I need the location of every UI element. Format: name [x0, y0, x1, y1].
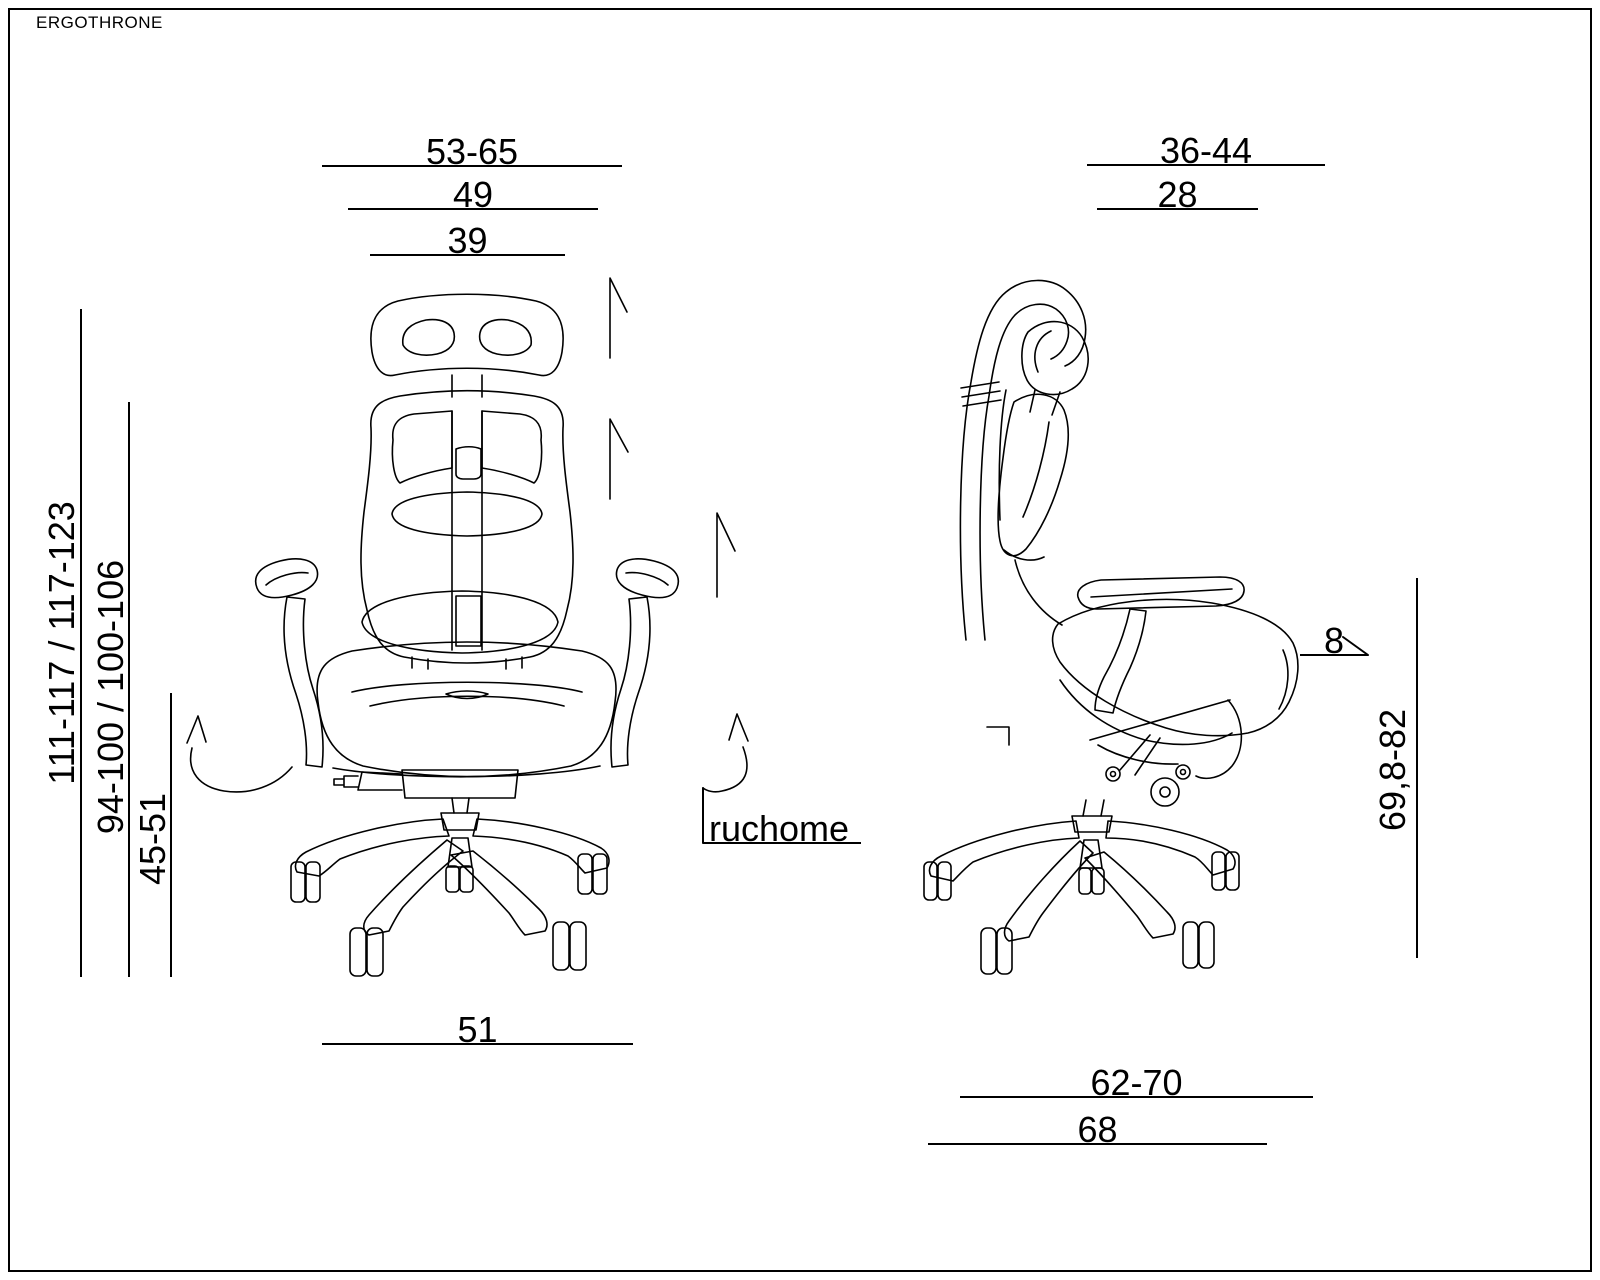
side-back-frame: [960, 280, 1085, 745]
side-chair-drawing: [924, 280, 1298, 974]
side-dim-seat-edge: 8: [1300, 610, 1368, 656]
side-headrest: [1022, 322, 1088, 415]
front-armrest-right: [611, 559, 678, 767]
front-dim-left-outer: 111-117 / 117-123: [41, 501, 82, 785]
front-base: [291, 819, 609, 976]
side-base: [924, 821, 1239, 974]
front-dim-top-outer: 53-65: [322, 121, 622, 167]
rotation-arrow-left-icon: [187, 716, 292, 792]
front-headrest: [371, 294, 563, 397]
front-dim-top-inner: 39: [370, 210, 565, 256]
front-dim-left-middle: 94-100 / 100-106: [90, 559, 131, 835]
note-ruchome: ruchome: [703, 798, 861, 844]
flag-icon: [610, 278, 627, 358]
adjustment-flag-icons: [610, 278, 735, 597]
rotation-arrow-right-icon: [703, 714, 748, 792]
front-backrest: [361, 391, 573, 669]
side-armrest: [1078, 577, 1244, 713]
side-backrest-cushion: [998, 394, 1068, 625]
side-dim-bottom-inner: 68: [928, 1099, 1267, 1145]
flag-icon: [717, 513, 735, 597]
front-dim-bottom: 51: [322, 999, 633, 1045]
side-dim-height: 69,8-82: [1372, 708, 1413, 832]
front-dim-top-middle: 49: [348, 164, 598, 210]
side-dim-height-line: [1416, 578, 1418, 958]
front-dim-left-inner: 45-51: [132, 792, 173, 886]
front-mechanism: [333, 766, 600, 830]
side-dim-top-inner: 28: [1097, 164, 1258, 210]
page-title: ERGOTHRONE: [36, 13, 163, 32]
front-armrest-left: [256, 559, 323, 767]
front-chair-drawing: [256, 294, 679, 976]
side-mechanism: [1060, 680, 1241, 832]
flag-icon: [610, 419, 628, 499]
side-dim-top-outer: 36-44: [1087, 120, 1325, 166]
front-seat: [317, 642, 616, 777]
side-dim-bottom-outer: 62-70: [960, 1052, 1313, 1098]
